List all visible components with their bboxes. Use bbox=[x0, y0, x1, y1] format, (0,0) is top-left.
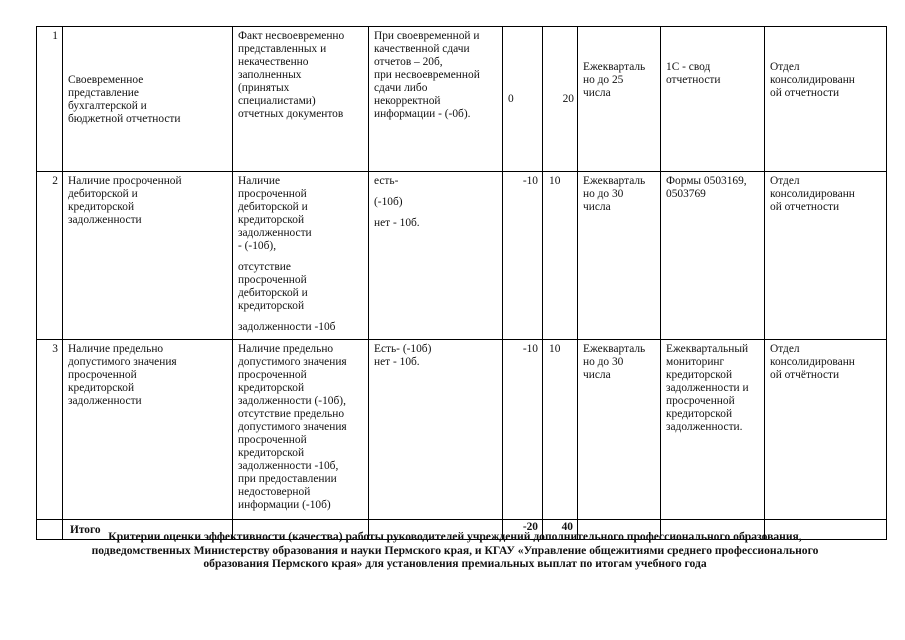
row-number-cell: 1 bbox=[37, 27, 63, 172]
table-row bbox=[37, 172, 887, 340]
total-min: -20 bbox=[503, 520, 543, 540]
max-score-cell: 10 bbox=[543, 172, 578, 340]
total-max: 40 bbox=[543, 520, 578, 540]
caption-line: образования Пермского края» для установления премиальных выплат по итогам учебного года bbox=[203, 557, 707, 570]
table-row bbox=[37, 27, 887, 172]
criterion-name-cell: Наличие просроченной дебиторской и кредиторской задолженности bbox=[63, 172, 233, 340]
max-score-cell: 20 bbox=[543, 27, 578, 172]
department-cell: Отдел консолидированн ой отчетности bbox=[765, 27, 887, 172]
department-cell: Отдел консолидированн ой отчетности bbox=[765, 172, 887, 340]
criterion-fact-cell: Факт несвоевременно представленных и некачественно заполненных (принятых специалистами) отчетных документов bbox=[233, 27, 369, 172]
criterion-name-cell: Своевременное представление бухгалтерской и бюджетной отчетности bbox=[63, 27, 233, 172]
table-row bbox=[37, 340, 887, 520]
min-score-cell: 0 bbox=[503, 27, 543, 172]
source-cell: Формы 0503169, 0503769 bbox=[661, 172, 765, 340]
min-score-cell: -10 bbox=[503, 340, 543, 520]
criteria-table bbox=[36, 26, 887, 540]
period-cell: Ежекварталь но до 30 числа bbox=[578, 340, 661, 520]
caption-line: Критерии оценки эффективности (качества) работы руководителей учреждений дополнительного профессионального образования, bbox=[108, 530, 802, 543]
min-score-cell: -10 bbox=[503, 172, 543, 340]
period-cell: Ежекварталь но до 25 числа bbox=[578, 27, 661, 172]
criterion-name-cell: Наличие предельно допустимого значения просроченной кредиторской задолженности bbox=[63, 340, 233, 520]
criterion-points-cell: Есть- (-10б) нет - 10б. bbox=[369, 340, 503, 520]
criterion-fact-cell: Наличие просроченной дебиторской и кредиторской задолженности - (-10б), отсутствие просроченной дебиторской и кредиторской задолженности -10б bbox=[233, 172, 369, 340]
criterion-fact-cell: Наличие предельно допустимого значения просроченной кредиторской задолженности (-10б), отсутствие предельно допустимого значения просроченной кредиторской задолженности -10б, при предоставлении недостоверной информации (-10б) bbox=[233, 340, 369, 520]
source-cell: Ежеквартальный мониторинг кредиторской задолженности и просроченной кредиторской задолженности. bbox=[661, 340, 765, 520]
department-cell: Отдел консолидированн ой отчётности bbox=[765, 340, 887, 520]
total-label: Итого bbox=[63, 520, 233, 540]
row-number-cell: 3 bbox=[37, 340, 63, 520]
row-number-cell: 2 bbox=[37, 172, 63, 340]
criteria-caption bbox=[40, 530, 870, 571]
caption-line: подведомственных Министерству образования и науки Пермского края, и КГАУ «Управление общежитиями среднего профессионального bbox=[91, 543, 819, 557]
max-score-cell: 10 bbox=[543, 340, 578, 520]
criterion-points-cell: При своевременной и качественной сдачи отчетов – 20б, при несвоевременной сдачи либо некорректной информации - (-0б). bbox=[369, 27, 503, 172]
source-cell: 1С - свод отчетности bbox=[661, 27, 765, 172]
criterion-points-cell: есть- (-10б) нет - 10б. bbox=[369, 172, 503, 340]
period-cell: Ежекварталь но до 30 числа bbox=[578, 172, 661, 340]
